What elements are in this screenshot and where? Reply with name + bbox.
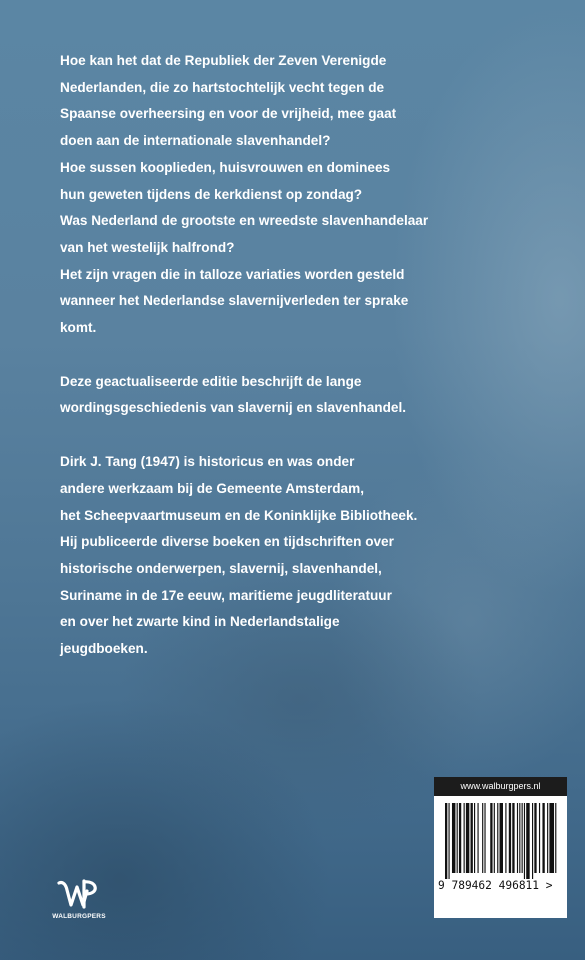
barcode-panel [434, 777, 567, 918]
barcode-bar [547, 803, 548, 873]
barcode-bar [526, 803, 529, 879]
barcode-bar [542, 803, 544, 873]
blurb-paragraph-edition [60, 369, 560, 422]
barcode-bar [464, 803, 465, 873]
blurb-text [60, 48, 560, 663]
blurb-line: en over het zwarte kind in Nederlandstalige [60, 614, 340, 630]
barcode-bar [555, 803, 556, 873]
walburgpers-logo-icon [57, 877, 101, 913]
barcode-bar [500, 803, 503, 873]
barcode-bar [505, 803, 506, 873]
blurb-line: hun geweten tijdens de kerkdienst op zondag? [60, 186, 363, 202]
blurb-line: Hoe kan het dat de Republiek der Zeven Verenigde [60, 53, 387, 68]
barcode-bar [466, 803, 469, 873]
blurb-paragraph-author [60, 449, 560, 663]
barcode-bar [484, 803, 485, 873]
blurb-line: wanneer het Nederlandse slavernijverleden ter sprake [60, 293, 409, 309]
blurb-line: doen aan de internationale slavenhandel? [60, 133, 331, 149]
publisher-url: www.walburgpers.nl [434, 777, 567, 796]
barcode-bar [490, 803, 492, 873]
barcode-bar [539, 803, 540, 873]
blurb-line: Spaanse overheersing en voor de vrijheid, mee gaat [60, 106, 397, 122]
barcode-bar [497, 803, 498, 873]
blurb-line: Dirk J. Tang (1947) is historicus en was onder [60, 454, 355, 470]
barcode-bar [471, 803, 473, 873]
barcode-bar [512, 803, 514, 873]
barcode-bar [509, 803, 511, 873]
barcode-bar [452, 803, 455, 873]
isbn-barcode [445, 803, 557, 879]
barcode-bar [534, 803, 536, 873]
barcode-bar [477, 803, 478, 873]
blurb-line: Deze geactualiseerde editie beschrijft de lange [60, 373, 362, 389]
blurb-line: jeugdboeken. [60, 641, 148, 657]
barcode-bar [448, 803, 449, 879]
publisher-logo-text: WALBURGPERS [52, 913, 106, 920]
barcode-bar [517, 803, 518, 873]
paragraph-gap [60, 342, 560, 369]
barcode-bar [522, 803, 523, 873]
barcode-bar [445, 803, 447, 879]
isbn-number: 9 789462 496811 > [438, 879, 553, 892]
barcode-bar [482, 803, 483, 873]
barcode-bar [524, 803, 525, 879]
barcode-bar [532, 803, 533, 879]
barcode-bar [494, 803, 495, 873]
barcode-bar [519, 803, 520, 873]
blurb-line: wordingsgeschiedenis van slavernij en slavenhandel. [60, 400, 407, 416]
blurb-line: Hoe sussen kooplieden, huisvrouwen en dominees [60, 159, 391, 175]
blurb-line: van het westelijk halfrond? [60, 239, 235, 255]
blurb-paragraph-questions [60, 48, 560, 342]
blurb-line: historische onderwerpen, slavernij, slavenhandel, [60, 560, 382, 576]
barcode-bar [459, 803, 461, 873]
paragraph-gap [60, 422, 560, 449]
barcode-bar [457, 803, 458, 873]
blurb-line: Hij publiceerde diverse boeken en tijdschriften over [60, 534, 394, 550]
blurb-line: andere werkzaam bij de Gemeente Amsterdam, [60, 480, 364, 496]
blurb-line: Nederlanden, die zo hartstochtelijk vecht tegen de [60, 79, 385, 95]
blurb-line: komt. [60, 320, 97, 336]
publisher-logo [49, 877, 109, 927]
blurb-line: het Scheepvaartmuseum en de Koninklijke Bibliotheek. [60, 507, 418, 523]
barcode-bar [474, 803, 475, 873]
blurb-line: Het zijn vragen die in talloze variaties worden gesteld [60, 266, 405, 282]
blurb-line: Was Nederland de grootste en wreedste slavenhandelaar [60, 213, 429, 229]
barcode-bar [549, 803, 554, 873]
blurb-line: Suriname in de 17e eeuw, maritieme jeugdliteratuur [60, 587, 392, 603]
